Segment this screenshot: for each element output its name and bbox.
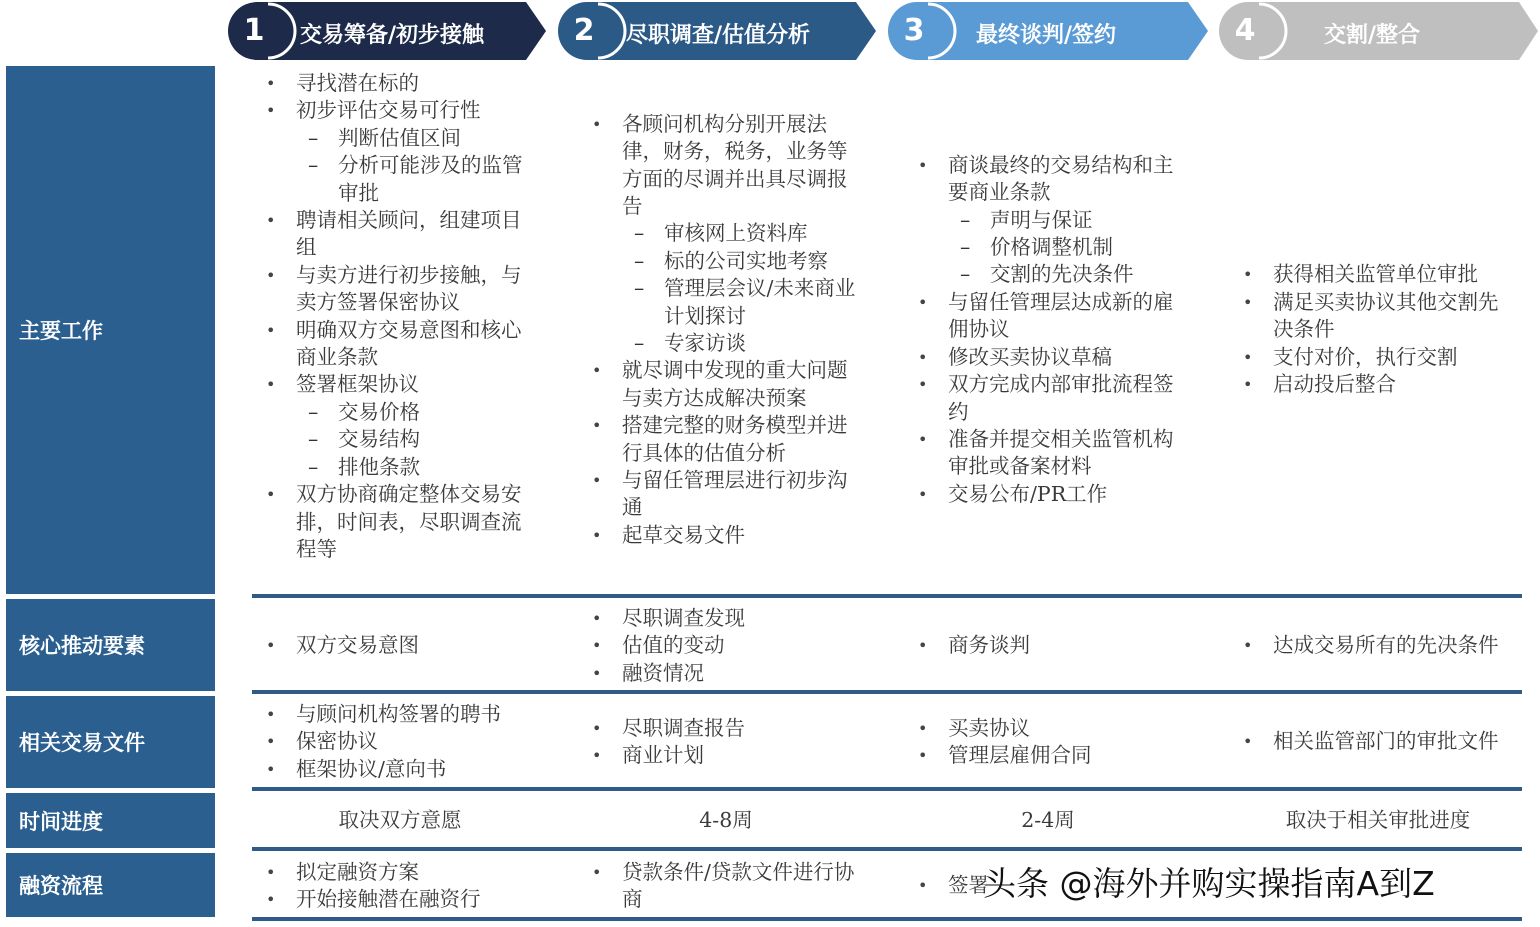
bullet-list	[918, 715, 1186, 770]
cell-financing-phase-1	[266, 857, 534, 915]
row-divider	[252, 690, 1522, 694]
timeline-text: 2-4周	[1021, 808, 1075, 833]
row-divider	[252, 847, 1522, 851]
timeline-text: 取决于相关审批进度	[1285, 808, 1471, 833]
bullet-item: • 修改买卖协议草稿	[918, 344, 1186, 371]
cell-timeline-phase-1	[266, 796, 534, 846]
cell-drivers-phase-1	[266, 602, 534, 690]
bullet-item: • 明确双方交易意图和核心商业条款	[266, 317, 534, 372]
cell-docs-phase-4	[1243, 699, 1513, 785]
bullet-item: • 与顾问机构签署的聘书	[266, 701, 534, 728]
timeline-text: 4-8周	[699, 808, 753, 833]
sub-bullet-item: – 专家访谈	[592, 330, 860, 357]
phase-title: 交割/整合	[1324, 22, 1421, 48]
bullet-list	[1243, 261, 1513, 398]
bullet-list	[918, 152, 1186, 508]
phase-title: 最终谈判/签约	[976, 22, 1117, 48]
cell-timeline-phase-2	[592, 796, 860, 846]
cell-timeline-phase-4	[1243, 796, 1513, 846]
phase-header-2	[558, 2, 878, 60]
sub-bullet-item: – 排他条款	[266, 454, 534, 481]
bullet-item: • 聘请相关顾问，组建项目组	[266, 207, 534, 262]
row-label-financing: 融资流程	[6, 853, 215, 917]
bullet-item: • 寻找潜在标的	[266, 70, 534, 97]
cell-docs-phase-1	[266, 699, 534, 785]
phase-number: 2	[573, 13, 595, 48]
cell-main-phase-4	[1243, 70, 1513, 590]
cell-main-phase-2	[592, 70, 860, 590]
bullet-item: • 签署框架协议	[266, 371, 534, 398]
bullet-item: • 双方交易意图	[266, 632, 534, 659]
bullet-item: • 就尽调中发现的重大问题与卖方达成解决预案	[592, 357, 860, 412]
bullet-item: • 支付对价，执行交割	[1243, 344, 1513, 371]
bullet-item: • 尽职调查报告	[592, 715, 860, 742]
row-divider	[252, 787, 1522, 791]
row-label-timeline: 时间进度	[6, 793, 215, 848]
phase-header-3	[888, 2, 1210, 60]
bullet-item: • 框架协议/意向书	[266, 756, 534, 783]
bullet-item: • 签署	[918, 872, 1186, 899]
bullet-list	[266, 70, 534, 563]
bullet-item: • 开始接触潜在融资行	[266, 886, 534, 913]
cell-drivers-phase-4	[1243, 602, 1513, 690]
bullet-item: • 管理层雇佣合同	[918, 742, 1186, 769]
phase-number: 4	[1234, 13, 1256, 48]
bullet-item: • 达成交易所有的先决条件	[1243, 632, 1513, 659]
bullet-item: • 商务谈判	[918, 632, 1186, 659]
bullet-list	[592, 605, 860, 687]
cell-main-phase-1	[266, 70, 534, 590]
cell-docs-phase-2	[592, 699, 860, 785]
bullet-list	[918, 632, 1186, 659]
cell-drivers-phase-3	[918, 602, 1186, 690]
bullet-item: • 拟定融资方案	[266, 859, 534, 886]
timeline-text: 取决双方意愿	[338, 808, 462, 833]
bullet-list	[592, 715, 860, 770]
phase-header-1	[228, 2, 548, 60]
sub-bullet-item: – 分析可能涉及的监管审批	[266, 152, 534, 207]
bullet-list	[266, 859, 534, 914]
phase-number: 1	[243, 13, 265, 48]
row-label-main-work: 主要工作	[6, 66, 215, 594]
bullet-list	[266, 632, 534, 659]
sub-bullet-item: – 声明与保证	[918, 207, 1186, 234]
row-divider	[252, 594, 1522, 598]
bullet-item: • 双方完成内部审批流程签约	[918, 371, 1186, 426]
bullet-item: • 与留任管理层达成新的雇佣协议	[918, 289, 1186, 344]
bullet-item: • 启动投后整合	[1243, 371, 1513, 398]
phase-title: 交易筹备/初步接触	[300, 22, 485, 48]
phase-header-4	[1219, 2, 1539, 60]
phase-number: 3	[903, 13, 925, 48]
sub-bullet-item: – 交割的先决条件	[918, 261, 1186, 288]
bullet-list	[266, 701, 534, 783]
bullet-item: • 满足买卖协议其他交割先决条件	[1243, 289, 1513, 344]
bullet-item: • 各顾问机构分别开展法律，财务，税务，业务等方面的尽调并出具尽调报告	[592, 111, 860, 221]
row-label-drivers: 核心推动要素	[6, 599, 215, 691]
cell-timeline-phase-3	[918, 796, 1178, 846]
bullet-item: • 交易公布/PR工作	[918, 481, 1186, 508]
sub-bullet-item: – 判断估值区间	[266, 125, 534, 152]
cell-financing-phase-2	[592, 857, 860, 915]
row-label-documents: 相关交易文件	[6, 696, 215, 788]
sub-bullet-item: – 审核网上资料库	[592, 220, 860, 247]
cell-docs-phase-3	[918, 699, 1186, 785]
sub-bullet-item: – 价格调整机制	[918, 234, 1186, 261]
row-divider	[252, 917, 1522, 921]
cell-drivers-phase-2	[592, 602, 860, 690]
phase-title: 尽职调查/估值分析	[626, 22, 811, 48]
bullet-item: • 商业计划	[592, 742, 860, 769]
bullet-list	[592, 111, 860, 550]
sub-bullet-item: – 交易结构	[266, 426, 534, 453]
bullet-item: • 起草交易文件	[592, 522, 860, 549]
bullet-item: • 商谈最终的交易结构和主要商业条款	[918, 152, 1186, 207]
bullet-item: • 尽职调查发现	[592, 605, 860, 632]
sub-bullet-item: – 标的公司实地考察	[592, 248, 860, 275]
bullet-item: • 获得相关监管单位审批	[1243, 261, 1513, 288]
bullet-item: • 买卖协议	[918, 715, 1186, 742]
bullet-list	[1243, 632, 1513, 659]
watermark-text: 头条 @海外并购实操指南A到Z	[983, 864, 1435, 903]
bullet-item: • 双方协商确定整体交易安排，时间表，尽职调查流程等	[266, 481, 534, 563]
bullet-item: • 保密协议	[266, 728, 534, 755]
bullet-item: • 融资情况	[592, 660, 860, 687]
bullet-item: • 与卖方进行初步接触，与卖方签署保密协议	[266, 262, 534, 317]
sub-bullet-item: – 交易价格	[266, 399, 534, 426]
bullet-item: • 估值的变动	[592, 632, 860, 659]
bullet-list	[592, 859, 860, 914]
bullet-item: • 搭建完整的财务模型并进行具体的估值分析	[592, 412, 860, 467]
bullet-item: • 初步评估交易可行性	[266, 97, 534, 124]
bullet-item: • 相关监管部门的审批文件	[1243, 728, 1513, 755]
bullet-item: • 与留任管理层进行初步沟通	[592, 467, 860, 522]
cell-main-phase-3	[918, 70, 1186, 590]
bullet-list	[1243, 728, 1513, 755]
sub-bullet-item: – 管理层会议/未来商业计划探讨	[592, 275, 860, 330]
bullet-item: • 贷款条件/贷款文件进行协商	[592, 859, 860, 914]
bullet-item: • 准备并提交相关监管机构审批或备案材料	[918, 426, 1186, 481]
